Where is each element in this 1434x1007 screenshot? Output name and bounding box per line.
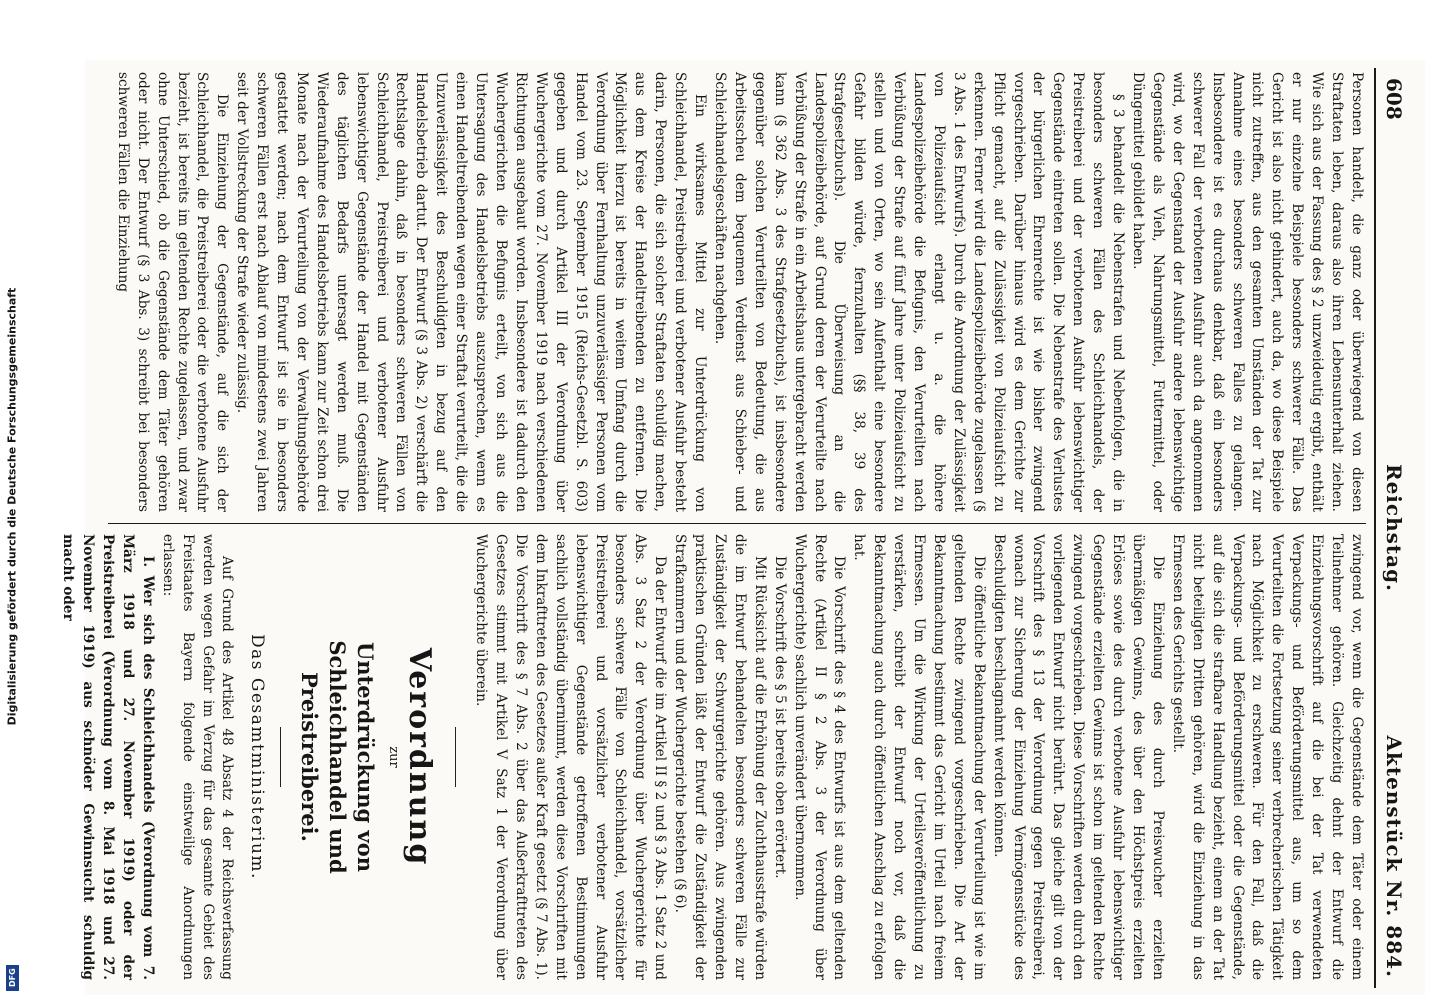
left-column [108, 72, 1366, 512]
paragraph: Personen handelt, die ganz oder überwiegend von diesen Straftaten leben, daraus also ihren Lebensunterhalt ziehen. Wie sich aus der Fassung des § 2 unzweideutig ergibt, enthält er nur einzelne Beispiele besonders schwerer Fälle. Das Gericht ist also nicht gehindert, auch da, wo diese Beispiele nicht zutreffen, aus den gesamten Umständen der Tat zur Annahme eines besonders schweren Falles zu gelangen. Insbesondere ist es durchaus denkbar, daß ein besonders schwerer Fall der verbotenen Ausfuhr auch da angenommen wird, wo der Gegenstand der Ausfuhr andere lebenswichtige Gegenstände als Vieh, Nahrungsmittel, Futtermittel, oder Düngemittel gebildet haben. [1130, 71, 1365, 512]
paragraph: Die öffentliche Bekanntmachung der Verurteilung ist wie im geltenden Rechte zwingend vorgeschrieben. Die Art der Bekanntmachung bestimmt das Gericht im Urteil nach freiem Ermessen. Um die Wirkung der Urteilsveröffentlichung zu verstärken, schreibt der Entwurf noch vor, daß die Bekanntmachung auch durch öffentlichen Anschlag zu erfolgen hat. [851, 533, 987, 980]
page-title: Reichstag. [1382, 463, 1406, 592]
paragraph: Die Einziehung der Gegenstände, auf die sich der Schleichhandel, die Preistreiberei oder die verbotene Ausfuhr bezieht, ist bereits im geltenden Rechte zugelassen, und zwar ohne Unterschied, ob die Gegenstände dem Täter gehören oder nicht. Der Entwurf (§ 3 Abs. 3) schreibt bei besonders schweren Fällen die Einziehung [114, 71, 231, 512]
section-divider [455, 727, 456, 787]
ministry-heading: Das Gesamtministerium. [247, 633, 268, 880]
dfg-logo-icon: DFG [6, 965, 19, 991]
rotated-page [60, 68, 1410, 988]
paragraph: Die Einziehung des durch Preiswucher erzielten übermäßigen Gewinns, des über den Höchstpreis erzielten Erlöses sowie des durch verbotene Ausfuhr lebenswichtiger Gegenstände erzielten Gewinns ist schon im geltenden Rechte zwingend vorgeschrieben. Diese Vorschriften werden durch den vorliegenden Entwurf nicht berührt. Das gleiche gilt von der Vorschrift des § 13 der Verordnung gegen Preistreiberei, wonach zur Sicherung der Einziehung Vermögensstücke des Beschuldigten beschlagnahmt werden können. [990, 533, 1166, 980]
paragraph: Da der Entwurf die im Artikel II § 2 und § 3 Abs. 1 Satz 2 und Abs. 3 Satz 2 der Verordnung über Wuchergerichte für besonders schwere Fälle von Schleichhandel, vorsätzlicher Preistreiberei und vorsätzlicher verbotener Ausfuhr lebenswichtiger Gegenstände getroffenen Bestimmungen sachlich vollständig übernimmt, werden diese Vorschriften mit dem Inkrafttreten des Gesetzes außer Kraft gesetzt (§ 7 Abs. 1). Die Vorschrift des § 7 Abs. 2 über das Außerkrafttreten des Gesetzes stimmt mit Artikel V Satz 1 der Verordnung über Wuchergerichte überein. [473, 533, 669, 980]
page-number: 608 [1382, 77, 1406, 120]
right-column [60, 533, 1366, 980]
page-header [1374, 68, 1410, 988]
dfg-credit-text: Digitalisierung gefördert durch die Deutsche Forschungsgemeinschaft [5, 287, 19, 726]
paragraph: Ein wirksames Mittel zur Unterdrückung von Schleichhandel, Preistreiberei und verbotener Ausfuhr besteht darin, Personen, die sich solcher Straftaten schuldig machen, aus dem Kreise der Handeltreibenden zu entfernen. Die Möglichkeit hierzu ist bereits in weitem Umfang durch die Verordnung über Fernhaltung unzuverlässiger Personen vom Handel vom 23. September 1915 (Reichs-Gesetzbl. S. 603) gegeben und durch Artikel III der Verordnung über Wuchergerichte vom 27. November 1919 nach verschiedenen Richtungen ausgebaut worden. Insbesondere ist dadurch den Wuchergerichten die Befugnis erteilt, von sich aus die Untersagung des Handelsbetriebs auszusprechen, wenn es einen Handeltreibenden wegen einer Straftat verurteilt, die die Unzuverlässigkeit des Beschuldigten in bezug auf den Handelsbetrieb dartut. Der Entwurf (§ 3 Abs. 2) verschärft die Rechtslage dahin, daß in besonders schweren Fällen von Schleichhandel, Preistreiberei und verbotener Ausfuhr lebenswichtiger Gegenstände der Handel mit Gegenständen des täglichen Bedarfs untersagt werden muß. Die Wiederaufnahme des Handelsbetriebs kann zur Zeit schon drei Monate nach der Verurteilung von der Verwaltungsbehörde gestattet werden; nach dem Entwurf ist sie in besonders schweren Fällen erst nach Ablauf von mindestens zwei Jahren seit der Vollstreckung der Strafe wieder zulässig. [234, 71, 709, 512]
decree-subtitle: Unterdrückung von Schleichhandel und Preistreiberei. [297, 639, 379, 874]
decree-title: Verordnung [402, 647, 438, 866]
paragraph: Mit Rücksicht auf die Erhöhung der Zuchthausstrafe würden die im Entwurf behandelten besonders schweren Fälle zur Zuständigkeit der Schwurgerichte gehören. Aus zwingenden praktischen Gründen läßt der Entwurf die Zuständigkeit der Strafkammern und der Wuchergerichte bestehen (§ 6). [672, 533, 768, 980]
decree-section-1: I. Wer sich des Schleichhandels (Verordnung vom 7. März 1918 und 27. November 1919) oder der Preistreiberei (Verordnung vom 8. Mai 1918 und 27. November 1919) aus schnöder Gewinnsucht schuldig macht oder [60, 533, 156, 980]
decree-zur: zur [386, 745, 402, 768]
decree-intro: Auf Grund des Artikel 48 Absatz 4 der Reichsverfassung werden wegen Gefahr im Verzug für das gesamte Gebiet des Freistaates Bayern folgende einstweilige Anordnungen erlassen: [159, 533, 236, 980]
digitization-sidebar [4, 0, 20, 1000]
paragraph: Die Vorschrift des § 4 des Entwurfs ist aus dem geltenden Rechte (Artikel II § 2 Abs. 3 der Verordnung über Wuchergerichte) sachlich unverändert übernommen. [791, 533, 848, 980]
column-divider [108, 523, 1366, 524]
paragraph: Die Vorschrift des § 5 ist bereits oben erörtert. [771, 555, 788, 879]
paragraph: zwingend vor, wenn die Gegenstände dem Täter oder einem Teilnehmer gehören. Gleichzeitig dehnt der Entwurf die Einziehungsvorschrift auf die bei der Tat verwendeten Verpackungs- und Beförderungsmittel aus, um so dem Verurteilten die Fortsetzung seiner verbrecherischen Tätigkeit nach Möglichkeit zu erschweren. Für den Fall, daß die Verpackungs- und Beförderungsmittel oder die Gegenstände, auf die sich die strafbare Handlung bezieht, einem an der Tat nicht beteiligten Dritten gehören, wird die Einziehung in das Ermessen des Gerichts gestellt. [1169, 533, 1365, 980]
document-number: Aktenstück Nr. 884. [1382, 734, 1406, 978]
scanned-page [60, 60, 1425, 995]
section-divider [280, 727, 281, 787]
paragraph: § 3 behandelt die Nebenstrafen und Nebenfolgen, die in besonders schweren Fällen des Schleichhandels, der Preistreiberei und der verbotenen Ausfuhr lebenswichtiger Gegenstände eintreten sollen. Die Nebenstrafe des Verlustes der bürgerlichen Ehrenrechte ist wie bisher zwingend vorgeschrieben. Darüber hinaus wird es dem Gerichte zur Pflicht gemacht, auf die Zulässigkeit von Polizeiaufsicht zu erkennen. Ferner wird die Landespolizeibehörde zugelassen (§ 3 Abs. 1 des Entwurfs). Durch die Anordnung der Zulässigkeit von Polizeiaufsicht erlangt u. a. die höhere Landespolizeibehörde die Befugnis, den Verurteilten nach Verbüßung der Strafe auf fünf Jahre unter Polizeiaufsicht zu stellen und von Orten, wo sein Aufenthalt eine besondere Gefahr bilden würde, fernzuhalten (§§ 38, 39 des Strafgesetzbuchs). Die Überweisung an die Landespolizeibehörde, auf Grund deren der Verurteilte nach Verbüßung der Strafe in ein Arbeitshaus untergebracht werden kann (§ 362 Abs. 3 des Strafgesetzbuchs), ist insbesondere gegenüber solchen Verurteilten von Bedeutung, die aus Arbeitsscheu dem bequemen Verdienst aus Schieber- und Schleichhandelsgeschäften nachgehen. [712, 71, 1127, 512]
